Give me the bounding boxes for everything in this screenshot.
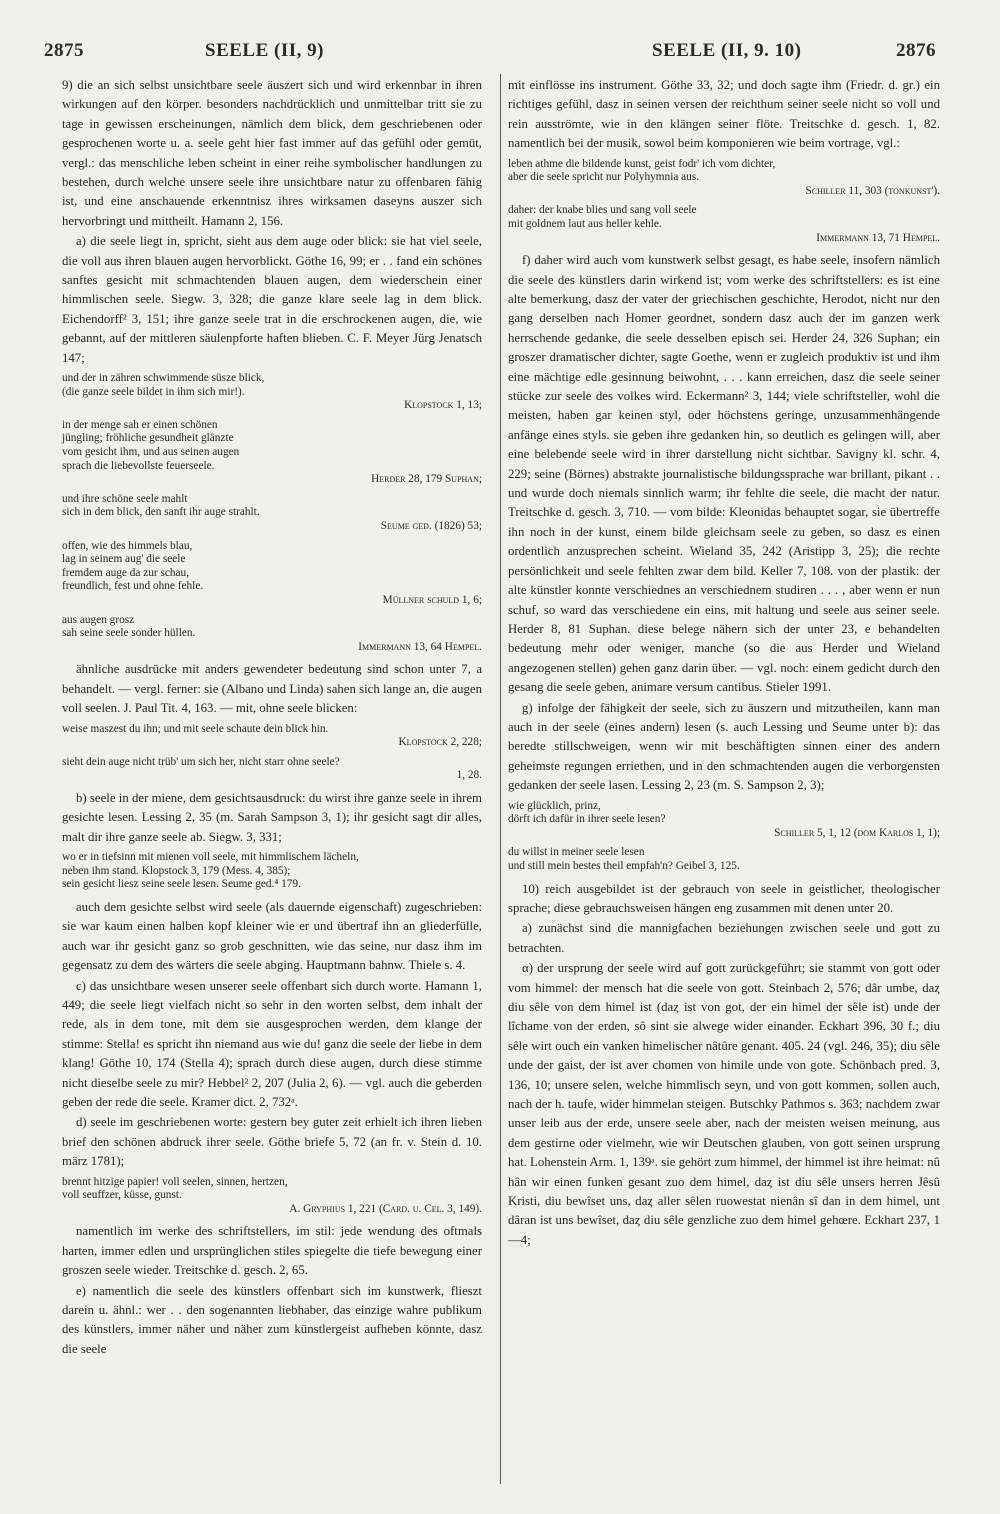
verse-line: sich in dem blick, den sanft ihr auge strahlt. — [62, 506, 260, 519]
verse-quotation — [508, 204, 940, 245]
entry-paragraph: b) seele in der miene, dem gesichtsausdruck: du wirst ihre ganze seele in ihrem gesichte lesen. Lessing 2, 35 (m. Sarah Sampson 3, 1); ihr gesicht sagt dir alles, malt dir ihre ganze seele ab. Siegw. 3, 331; — [62, 790, 482, 844]
verse-quotation — [62, 540, 482, 608]
verse-quotation — [62, 723, 482, 750]
verse-line: und ihre schöne seele mahlt — [62, 492, 188, 505]
verse-line: vom gesicht ihm, und aus seinen augen — [62, 446, 240, 459]
running-title-left: SEELE (II, 9) — [205, 40, 324, 61]
verse-quotation — [62, 756, 482, 783]
entry-paragraph: c) das unsichtbare wesen unserer seele offenbart sich durch worte. Hamann 1, 449; die seele liegt vielfach nicht so sehr in den worten selbst, dem inhalt der rede, als in dem tone, mit dem sie ausgesprochen werden, dem klange der stimme: Stella! es spricht ihn niemand aus wie du! ganz die seele der liebe in dem klang! Göthe 10, 174 (Stella 4); sprach durch diese augen, durch diese stimme nicht dieselbe seele zu mir? Hebbel² 2, 207 (Julia 2, 6). — vgl. auch die geberden geben der rede die seele. Kramer dict. 2, 732ᵃ. — [62, 978, 482, 1110]
verse-line: sein gesicht liesz seine seele lesen. Seume ged.⁴ 179. — [62, 878, 301, 891]
quotation-source: Schiller 11, 303 (tonkunst'). — [805, 184, 940, 197]
verse-quotation — [62, 1176, 482, 1217]
verse-line: sieht dein auge nicht trüb' um sich her, nicht starr ohne seele? — [62, 755, 340, 768]
running-title-right: SEELE (II, 9. 10) — [652, 40, 802, 61]
page-header — [0, 40, 1000, 68]
verse-line: sprach die liebevollste feuerseele. — [62, 459, 215, 472]
verse-line: mit goldnem laut aus heller kehle. — [508, 218, 662, 230]
quotation-source: Immermann 13, 71 Hempel. — [816, 231, 940, 244]
verse-line: wie glücklich, prinz, — [508, 799, 601, 812]
entry-paragraph: α) der ursprung der seele wird auf gott zurückgeführt; sie stammt von gott oder vom himmel: der mensch hat die seele von gott. Steinbach 2, 576; dâr umbe, daȥ diu sêle von dem himel ist (daȥ ist von got, der ein himel der sêle ist) unde der lîchame von der erden, sô sint sie alwege wider einander. Eckhart 396, 30 f.; diu sêle wirt ouch ein vanken himelischer nâtûre genant. 405. 24 (vgl. 246, 35); diu sêle unde der gaist, der ist aver chomen von himile unde von gote. Schönbach pred. 3, 136, 10; unsere selen, welche himmlisch seyn, und von gott kommen, sollen auch, nach der h. taufe, wider himmelan steigen. Butschky Pathmos s. 363; nachdem zwar unser leib aus der erde, unsere seele aber, nach der meisten weisen meinung, aus dem gestirne oder vielmehr, wie wir Deutschen glauben, von gott seinen ursprung hat. Lohenstein Arm. 1, 139ᵃ. sie gehört zum himmel, der himmel ist ihre heimat: nû hân wir einen funken gesant zuo dem himel, daȥ ist diu sêle unsers herren Jêsû Kristi, diu bewîset uns, daȥ aller sêlen ruowestat nienân sî dan in dem himel, unt dâran ist uns bewîset, daȥ diu sêle genzliche zuo dem himel gehœre. Eckhart 237, 1—4; — [508, 961, 940, 1247]
verse-line: leben athme die bildende kunst, geist fodr' ich vom dichter, — [508, 157, 776, 170]
entry-paragraph: d) seele im geschriebenen worte: gestern bey guter zeit erhielt ich ihren lieben brief den schönen abdruck ihrer seele. Göthe briefe 5, 72 (an fr. v. Stein d. 10. märz 1781); — [62, 1115, 482, 1169]
entry-paragraph: auch dem gesichte selbst wird seele (als dauernde eigenschaft) zugeschrieben: sie war kaum einen halben kopf kleiner wie er und übertraf ihn an gliederfülle, auch war ihr gesicht ganz so grob geschnitten, wie das seine, nur dasz ihm im gegensatz zu dem des wärters die seele abging. Hauptmann bahnw. Thiele s. 4. — [62, 899, 482, 973]
verse-line: fremdem auge da zur schau, — [62, 566, 190, 579]
verse-line: wo er in tiefsinn mit mienen voll seele, mit himmlischem lächeln, — [62, 851, 359, 864]
verse-quotation — [508, 158, 940, 199]
verse-line: aus augen grosz — [62, 613, 135, 626]
verse-line: freundlich, fest und ohne fehle. — [62, 580, 204, 593]
entry-paragraph: mit einflösse ins instrument. Göthe 33, 32; und doch sagte ihm (Friedr. d. gr.) ein richtiges gefühl, dasz in seinen versen der reichthum seiner seele nicht so voll und rein ausströmte, wie in den klängen seiner flöte. Treitschke d. gesch. 1, 82. namentlich bei der musik, sowol beim komponieren wie beim vortrage, vgl.: — [508, 78, 940, 151]
verse-line: du willst in meiner seele lesen — [508, 846, 645, 859]
verse-line: offen, wie des himmels blau, — [62, 539, 193, 552]
verse-line: lag in seinem aug' die seele — [62, 553, 186, 566]
verse-line: sah seine seele sonder hüllen. — [62, 627, 196, 640]
verse-line: aber die seele spricht nur Polyhymnia aus. — [508, 171, 700, 184]
entry-paragraph: a) die seele liegt in, spricht, sieht aus dem auge oder blick: sie hat viel seele, die voll aus ihren blauen augen hervorblickt. Göthe 16, 99; er . . fand ein schönes sanftes gesicht mit schmachtenden blauen augen, dem wiederschein einer himmlischen seele. Siegw. 3, 328; die ganze klare seele lag in dem blick. Eichendorff² 3, 151; ihre ganze seele trat in die erschrockenen augen, die, wie gebannt, auf der mittleren säulenpforte haften blieben. C. F. Meyer Jürg Jenatsch 147; — [62, 234, 482, 365]
verse-line: (die ganze seele bildet in ihm sich mir!). — [62, 385, 245, 398]
right-column — [508, 76, 940, 1251]
verse-line: in der menge sah er einen schönen — [62, 418, 218, 431]
quotation-source: A. Gryphius 1, 221 (Card. u. Cel. 3, 149). — [289, 1202, 482, 1215]
verse-quotation — [62, 419, 482, 487]
entry-paragraph: namentlich im werke des schriftstellers, im stil: jede wendung des oftmals harten, immer edlen und ursprünglichen stiles spiegelte die tiefe bewegung einer groszen seele wieder. Treitschke d. gesch. 2, 65. — [62, 1224, 482, 1278]
verse-line: und der in zähren schwimmende süsze blick, — [62, 372, 265, 385]
quotation-source: Klopstock 2, 228; — [398, 736, 482, 749]
verse-line: daher: der knabe blies und sang voll seele — [508, 204, 697, 217]
verse-quotation — [62, 851, 482, 892]
quotation-source: Schiller 5, 1, 12 (dom Karlos 1, 1); — [774, 826, 940, 839]
verse-line: dörft ich dafür in ihrer seele lesen? — [508, 813, 666, 826]
verse-quotation — [62, 614, 482, 655]
verse-line: brennt hitzige papier! voll seelen, sinnen, hertzen, — [62, 1175, 288, 1188]
verse-line: voll seuffzer, küsse, gunst. — [62, 1189, 182, 1202]
entry-paragraph: ähnliche ausdrücke mit anders gewendeter bedeutung sind schon unter 7, a behandelt. — vergl. ferner: sie (Albano und Linda) sahen sich lange an, die augen voll seelen. J. Paul Tit. 4, 163. — mit, ohne seele blicken: — [62, 662, 482, 716]
quotation-source: 1, 28. — [456, 769, 482, 782]
verse-quotation — [508, 846, 940, 873]
verse-quotation — [62, 493, 482, 534]
verse-quotation — [508, 800, 940, 841]
entry-paragraph: 10) reich ausgebildet ist der gebrauch von seele in geistlicher, theologischer sprache; diese gebrauchsweisen hängen eng zusammen mit denen unter 20. — [508, 881, 940, 915]
page-number-left: 2875 — [44, 40, 84, 61]
quotation-source: Herder 28, 179 Suphan; — [371, 473, 482, 486]
quotation-source: Seume ged. (1826) 53; — [380, 520, 482, 533]
verse-line: neben ihm stand. Klopstock 3, 179 (Mess. 4, 385); — [62, 864, 291, 877]
entry-paragraph: e) namentlich die seele des künstlers offenbart sich im kunstwerk, flieszt darein u. ähnl.: wer . . den sogenannten liebhaber, das einzige wahre publikum des künstlers, immer näher und näher zum künstlergeist aufheben könnte, dasz die seele — [62, 1283, 482, 1356]
verse-line: jüngling; fröhliche gesundheit glänzte — [62, 432, 234, 445]
page-number-right: 2876 — [896, 40, 936, 61]
verse-quotation — [62, 372, 482, 413]
quotation-source: Müllner schuld 1, 6; — [382, 594, 482, 606]
verse-line: weise maszest du ihn; und mit seele schaute dein blick hin. — [62, 722, 329, 735]
left-column — [62, 76, 482, 1360]
entry-paragraph: a) zunächst sind die mannigfachen beziehungen zwischen seele und gott zu betrachten. — [508, 921, 940, 955]
entry-paragraph: g) infolge der fähigkeit der seele, sich zu äuszern und mitzutheilen, kann man auch in der seele (eines andern) lesen (s. auch Lessing und Seume unter b): das beredte stillschweigen, wenn wir mit beschäftigten sinnen einer des andern geheimste regungen erriethen, und in den schmachtenden augen die verborgensten gedanken der seele lasen. Lessing 2, 23 (m. S. Sampson 2, 3); — [508, 700, 940, 793]
quotation-source: Klopstock 1, 13; — [404, 399, 482, 412]
quotation-source: Immermann 13, 64 Hempel. — [358, 640, 482, 653]
entry-paragraph: f) daher wird auch vom kunstwerk selbst gesagt, es habe seele, insofern nämlich die seele des künstlers darin wirkend ist; vom werke des schriftstellers: es ist eine alte bemerkung, dasz der vater der griechischen geschichte, Herodot, nicht nur den gang derselben nach Homer geordnet, sondern dasz auch der im ganzen werk herrschende gedanke, die seele desselben episch sei. Herder 24, 326 Suphan; ein groszer dramatischer dichter, sagte Goethe, wenn er zugleich produktiv ist und ihm eine mächtige edle gesinnung beiwohnt, . . . kann erreichen, dasz die seele seiner stücke zur seele des volkes wird. Eckermann² 3, 144; viele schriftsteller, wohl die meisten, haben gar keinen styl, oder höchstens geringe, unzusammenhängende anfänge eines styls. sie geben ihre gedanken hin, so deutlich es gelingen will, aber eine belebende seele wird in ihrer darstellung nicht sichtbar. Savigny kl. schr. 4, 229; seine (Börnes) abstrakte journalistische bildungssprache war brillant, pikant . . und wurde doch niemals sinnlich warm; ihr fehlte die seele, die macht der natur. Treitschke d. gesch. 3, 710. — vom bilde: Kleonidas behauptet sogar, sie übertreffe ihn noch in der kunst, einem bilde gleichsam seele zu geben, so dasz es einen ordentlich anzusprechen scheint. Wieland 35, 242 (Aristipp 3, 25); die rechte persönlichkeit und seele fehlten zwar dem bild. Keller 7, 108. von der plastik: der alte künstler konnte verschiednes an verschiednem studiren . . . , aber wenn er nun schuf, so ward das verschiedene ein eins, mit haltung und seele aus seiner seele. Herder 8, 81 Suphan. diese belege nähern sich der unter 23, e behandelten bedeutung mehr oder weniger, manche (so die aus Herder und Wieland angezogenen stellen) gehen ganz darin über. — vgl. noch: einem gedicht durch den gesang die seele geben, animare versum cantibus. Stieler 1991. — [508, 253, 940, 695]
column-divider — [500, 74, 501, 1484]
entry-paragraph: 9) die an sich selbst unsichtbare seele äuszert sich und wird erkennbar in ihren wirkungen auf den körper. besonders nachdrücklich und unmittelbar tritt sie zu tage in gewissen erscheinungen, nämlich dem blick, dem geschriebenen oder gesprochenen worte u. a. seele geht hier fast immer auf das gefühl oder gemüt, vergl.: das menschliche leben scheint in einer reihe symbolischer handlungen zu bestehen, durch welche unsere seele ihre unsichtbare natur zu offenbaren fähig ist, und eine anschauende erkenntnisz ihres wirksamen daseyns auszer sich hervorbringt und mittheilt. Hamann 2, 156. — [62, 78, 482, 228]
verse-line: und still mein bestes theil empfah'n? Geibel 3, 125. — [508, 859, 740, 872]
